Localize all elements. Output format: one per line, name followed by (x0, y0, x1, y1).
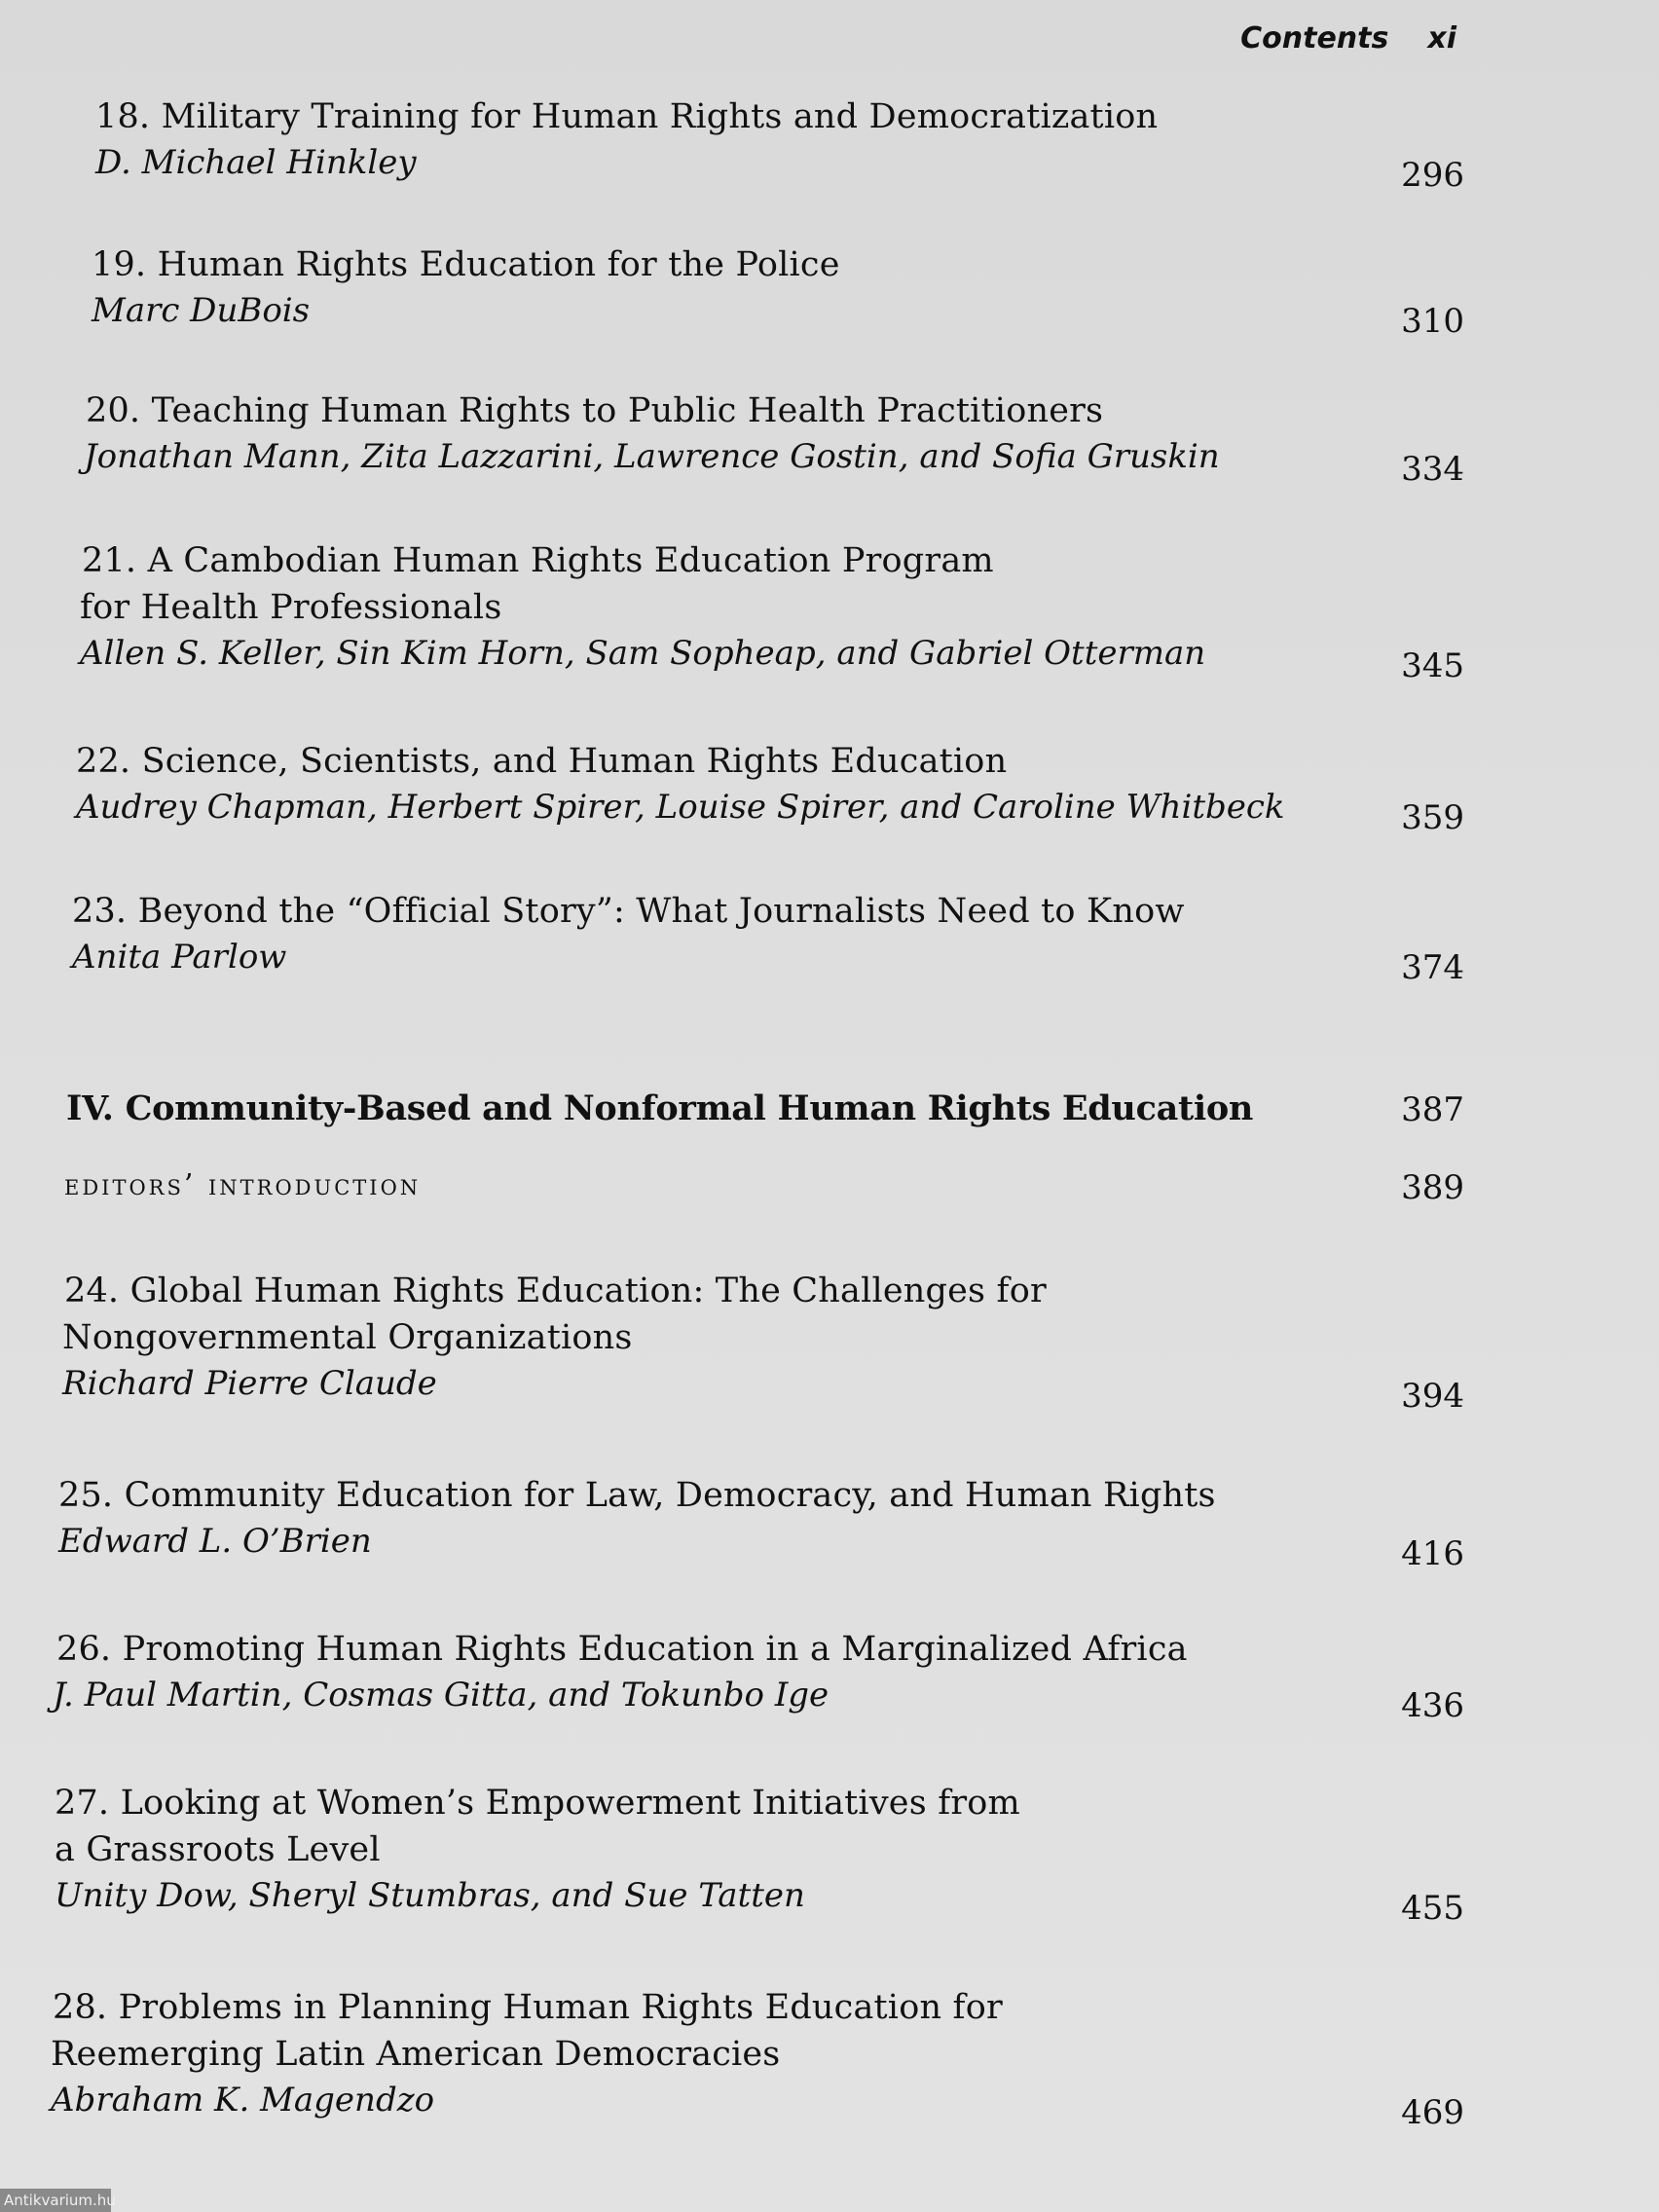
header-label: Contents (1240, 21, 1389, 55)
entry-authors: Anita Parlow (72, 938, 287, 977)
entry-page-number: 374 (1401, 948, 1464, 987)
part-title: IV. Community-Based and Nonformal Human Rights Education (66, 1088, 1254, 1128)
toc-entry[interactable] (0, 537, 1659, 685)
entry-authors: Audrey Chapman, Herbert Spirer, Louise Spirer, and Caroline Whitbeck (76, 788, 1285, 827)
entry-page-number: 359 (1401, 798, 1464, 837)
toc-entry[interactable] (0, 738, 1659, 837)
entry-page-number: 334 (1401, 450, 1464, 489)
entry-title: 26. Promoting Human Rights Education in a Marginalized Africa (56, 1630, 1188, 1669)
site-watermark: Antikvarium.hu (0, 2189, 111, 2212)
entry-authors: D. Michael Hinkley (95, 143, 417, 182)
entry-title: 22. Science, Scientists, and Human Rights Education (76, 742, 1008, 781)
entry-title-continued: for Health Professionals (80, 588, 502, 627)
entry-page-number: 469 (1401, 2093, 1464, 2132)
entry-authors: Abraham K. Magendzo (51, 2081, 435, 2120)
entry-title: 19. Human Rights Education for the Police (92, 245, 840, 284)
entry-title: 28. Problems in Planning Human Rights Education for (53, 1988, 1003, 2027)
toc-entry[interactable] (0, 1472, 1659, 1573)
toc-entry[interactable] (0, 1984, 1659, 2132)
entry-authors: Unity Dow, Sheryl Stumbras, and Sue Tatten (55, 1876, 805, 1915)
intro-title: editors’ introduction (64, 1168, 422, 1202)
toc-entry[interactable] (0, 888, 1659, 987)
entry-page-number: 416 (1401, 1534, 1464, 1573)
toc-entry[interactable] (0, 241, 1659, 341)
toc-entry[interactable] (0, 387, 1659, 489)
entry-title: 27. Looking at Women’s Empowerment Initiatives from (55, 1784, 1020, 1823)
intro-page-number: 389 (1401, 1168, 1464, 1207)
entry-title-continued: Nongovernmental Organizations (62, 1318, 633, 1357)
header-page-number: xi (1427, 21, 1456, 55)
entry-title: 25. Community Education for Law, Democracy, and Human Rights (58, 1476, 1216, 1515)
entry-authors: Allen S. Keller, Sin Kim Horn, Sam Sopheap, and Gabriel Otterman (80, 634, 1206, 673)
entry-authors: Marc DuBois (92, 291, 311, 330)
toc-entry[interactable] (0, 1780, 1659, 1928)
entry-page-number: 394 (1401, 1377, 1464, 1416)
part-page-number: 387 (1401, 1090, 1464, 1129)
entry-authors: Edward L. O’Brien (58, 1522, 372, 1561)
entry-title: 20. Teaching Human Rights to Public Health Practitioners (86, 391, 1104, 430)
entry-title: 24. Global Human Rights Education: The Challenges for (64, 1272, 1047, 1310)
toc-entry[interactable] (0, 1268, 1659, 1416)
running-header (1240, 21, 1456, 55)
toc-entry-introduction[interactable] (0, 1168, 1659, 1207)
entry-title: 23. Beyond the “Official Story”: What Journalists Need to Know (72, 892, 1185, 931)
toc-entry[interactable] (0, 93, 1659, 195)
entry-authors: Richard Pierre Claude (62, 1364, 437, 1403)
entry-title-continued: Reemerging Latin American Democracies (51, 2035, 781, 2074)
toc-entry[interactable] (0, 1626, 1659, 1725)
entry-page-number: 455 (1401, 1889, 1464, 1928)
entry-authors: Jonathan Mann, Zita Lazzarini, Lawrence Gostin, and Sofia Gruskin (84, 437, 1220, 476)
entry-page-number: 436 (1401, 1686, 1464, 1725)
entry-page-number: 310 (1401, 302, 1464, 341)
part-heading[interactable] (0, 1088, 1659, 1128)
entry-authors: J. Paul Martin, Cosmas Gitta, and Tokunbo Ige (53, 1676, 830, 1714)
entry-page-number: 345 (1401, 646, 1464, 685)
entry-page-number: 296 (1401, 156, 1464, 195)
entry-title: 21. A Cambodian Human Rights Education Program (82, 541, 994, 580)
entry-title-continued: a Grassroots Level (55, 1830, 381, 1869)
entry-title: 18. Military Training for Human Rights and Democratization (95, 97, 1159, 136)
